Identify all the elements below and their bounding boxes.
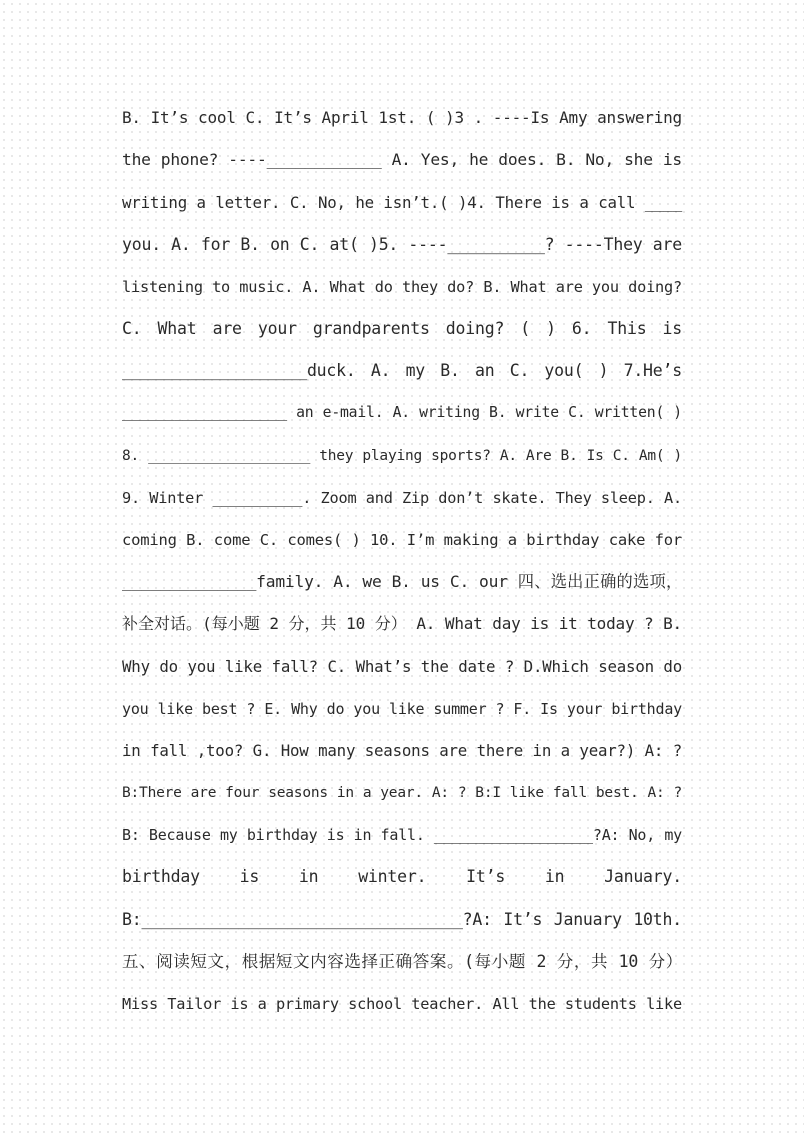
- text-line: B:There are four seasons in a year. A: ? B:I like fall best. A: ?: [122, 785, 682, 801]
- text-line: ___________________duck. A. my B. an C. you( ) 7.He’s: [122, 361, 682, 380]
- text-line: you. A. for B. on C. at( )5. ----__________? ----They are: [122, 235, 682, 254]
- text-line: the phone? ----____________ A. Yes, he does. B. No, she is: [122, 150, 682, 169]
- section-heading: 五、阅读短文，根据短文内容选择正确答案。(每小题 2 分，共 10 分）: [122, 952, 682, 971]
- text-line: you like best ? E. Why do you like summer ? F. Is your birthday: [122, 700, 682, 718]
- text-line: ___________________ an e-mail. A. writing B. write C. written( ): [122, 404, 682, 421]
- text-line: ______________family. A. we B. us C. our 四、选出正确的选项，: [122, 572, 682, 591]
- text-line: C. What are your grandparents doing? ( ) 6. This is: [122, 319, 682, 338]
- text-line: birthday is in winter. It’s in January.: [122, 867, 682, 886]
- text-line: listening to music. A. What do they do? B. What are you doing?: [122, 278, 682, 296]
- text-line: B:_________________________________?A: It’s January 10th.: [122, 910, 682, 929]
- text-line: 9. Winter __________. Zoom and Zip don’t skate. They sleep. A.: [122, 489, 682, 507]
- text-line: in fall ,too? G. How many seasons are there in a year?) A: ?: [122, 741, 682, 760]
- text-line: B. It’s cool C. It’s April 1st. ( )3 . ----Is Amy answering: [122, 108, 682, 127]
- text-line: Why do you like fall? C. What’s the date ? D.Which season do: [122, 657, 682, 676]
- text-line: B: Because my birthday is in fall. __________________?A: No, my: [122, 826, 682, 844]
- text-line: Miss Tailor is a primary school teacher. All the students like: [122, 995, 682, 1013]
- text-line: coming B. come C. comes( ) 10. I’m making a birthday cake for: [122, 531, 682, 549]
- text-line: 8. ___________________ they playing sports? A. Are B. Is C. Am( ): [122, 448, 682, 464]
- text-line: 补全对话。(每小题 2 分，共 10 分） A. What day is it today ? B.: [122, 614, 682, 633]
- text-line: writing a letter. C. No, he isn’t.( )4. There is a call ____: [122, 193, 682, 212]
